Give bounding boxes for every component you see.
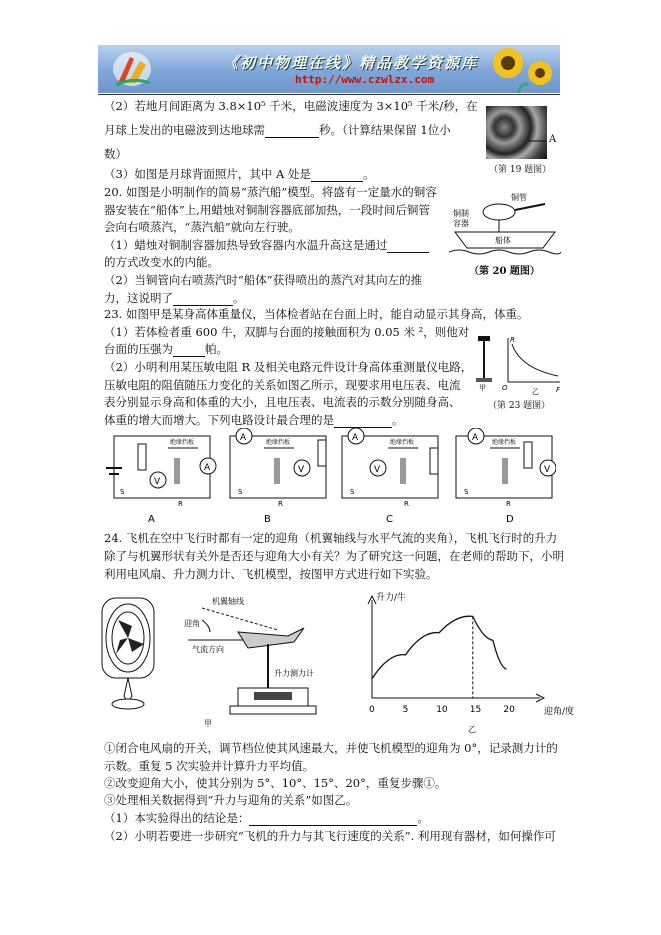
header-banner — [98, 45, 560, 93]
q23-line-2: （1）若体检者重 600 牛，双脚与台面的接触面积为 0.05 米 ²，则他对 — [104, 325, 470, 339]
svg-text:V: V — [154, 477, 161, 487]
circuit-a-board: 绝缘挡板 — [170, 439, 195, 446]
q19-line-3: 数） — [104, 147, 127, 161]
q20-line-7: 力，这说明了 。 — [104, 291, 245, 305]
step-3: ③处理相关数据得到“升力与迎角的关系”如图乙。 — [104, 793, 358, 807]
circuit-b — [230, 428, 326, 524]
svg-text:A: A — [240, 433, 247, 443]
q24-line-1: 24. 飞机在空中飞行时都有一定的迎角（机翼轴线与水平气流的夹角），飞机飞行时的升力 — [104, 531, 558, 545]
step-2: ②改变迎角大小，使其分别为 5°、10°、15°、20°，重复步骤①。 — [104, 776, 447, 790]
svg-text:S: S — [238, 488, 243, 496]
circuit-options — [98, 428, 556, 524]
fig24-apparatus — [98, 592, 340, 728]
y-axis-label: 升力/牛 — [376, 593, 407, 603]
x-tick-label: 20 — [503, 705, 515, 715]
x-tick-label: 15 — [469, 705, 482, 715]
circuit-c-label: C — [386, 514, 393, 524]
q20-line-4: （1）蜡烛对铜制容器加热导致容器内水温升高这是通过 — [104, 237, 429, 253]
fig24-yi: 乙 — [468, 725, 476, 734]
sunflower-icon — [478, 45, 560, 93]
fig20-container-label-1: 铜制 — [453, 209, 469, 218]
q19-line-4: （3）如图是月球背面照片，其中 A 处是 。 — [104, 167, 375, 181]
x-tick-label: 0 — [369, 705, 375, 715]
banner-url: http://www.czwlzx.com — [295, 73, 435, 86]
fig23-caption: （第 23 题图） — [488, 401, 551, 411]
fig20-caption: （第 20 题图） — [469, 266, 540, 277]
header-divider — [98, 94, 560, 95]
q23-line-5: 压敏电阻的阻值随压力变化的关系如图乙所示，现要求用电压表、电流 — [104, 378, 461, 392]
fig23-r: R — [510, 336, 515, 344]
q24-line-2: 除了与机翼形状有关外是否还与迎角大小有关？为了研究这一问题，在老师的帮助下，小明 — [104, 549, 564, 563]
svg-text:V: V — [374, 465, 381, 475]
circuit-d-label: D — [506, 514, 514, 524]
q20-line-5: 的方式改变水的内能。 — [104, 255, 219, 269]
q23-line-6: 表分别显示身高和体重的大小，且电压表、电流表的示数分别随身高、 — [104, 395, 461, 409]
logo-icon — [110, 49, 154, 89]
q19-line-2: 月球上发出的电磁波到达地球需 秒。（计算结果保留 1位小 — [104, 123, 451, 137]
svg-text:A: A — [352, 433, 359, 443]
svg-text:S: S — [350, 488, 355, 496]
fig23-f: F — [556, 386, 561, 394]
q24-line-3: 利用电风扇、升力测力计、飞机模型，按图甲方式进行如下实验。 — [104, 567, 438, 581]
circuit-b-label: B — [264, 514, 271, 524]
q20-line-2: 器安装在“船体”上,用蜡烛对铜制容器底部加热，一段时间后铜管 — [104, 203, 430, 217]
svg-text:S: S — [464, 488, 469, 496]
svg-text:R: R — [278, 500, 283, 508]
lift-curve — [372, 616, 506, 679]
steam-boat-figure — [449, 190, 561, 262]
x-tick-label: 5 — [402, 705, 409, 715]
answer-1: （1）本实验得出的结论是： 。 — [104, 811, 429, 825]
fig20-container-label-2: 容器 — [453, 219, 469, 228]
fig24-flow-label: 气流方向 — [192, 645, 224, 654]
fig20-tube-label: 铜管 — [511, 193, 527, 202]
q23-line-7: 体重的增大而增大。下列电路设计最合理的是 。 — [104, 413, 404, 427]
svg-text:R: R — [178, 500, 183, 508]
step-1-line-2: 示数。重复 5 次实验并计算升力平均值。 — [104, 759, 315, 773]
svg-text:S: S — [120, 488, 125, 496]
q20-line-6: （2）当铜管向右喷蒸汽时“船体”获得喷出的蒸汽对其向左的推 — [104, 273, 423, 287]
svg-text:V: V — [298, 465, 305, 475]
step-1-line-1: ①闭合电风扇的开关，调节档位使其风速最大，并使飞机模型的迎角为 0°，记录测力计的 — [104, 741, 558, 755]
fig23-yi: 乙 — [532, 388, 539, 396]
x-ticks — [369, 705, 515, 715]
fig24-angle-label: 迎角 — [184, 619, 200, 628]
fig23-o: O — [502, 384, 508, 392]
fig19-label-a: A — [549, 134, 557, 145]
q23-line-3: 台面的压强为 帕。 — [104, 342, 228, 356]
fig23-figure — [476, 330, 562, 402]
svg-text:A: A — [472, 433, 479, 443]
fig20-hull-label: 船体 — [495, 236, 511, 245]
circuit-d-board: 绝缘挡板 — [492, 439, 517, 446]
q20-line-1: 20. 如图是小明制作的简易“蒸汽船”模型。将盛有一定量水的铜容 — [104, 185, 437, 199]
svg-text:R: R — [506, 500, 511, 508]
q23-line-4: （2）小明利用某压敏电阻 R 及相关电路元件设计身高体重测量仪电路， — [104, 360, 473, 374]
circuit-d — [456, 428, 556, 524]
circuit-b-board: 绝缘挡板 — [266, 439, 291, 446]
circuit-c — [342, 428, 438, 524]
lift-vs-angle-chart — [350, 588, 586, 738]
fig19-caption: （第 19 题图） — [489, 165, 552, 175]
q19-line-1: （2）若地月间距离为 3.8×10⁵ 千米，电磁波速度为 3×10⁵ 千米/秒，在 — [104, 99, 478, 113]
x-tick-label: 10 — [436, 705, 448, 715]
x-axis-label: 迎角/度 — [544, 707, 575, 717]
q23-line-1: 23. 如图甲是某身高体重量仪，当体检者站在台面上时，能自动显示其身高，体重。 — [104, 307, 529, 321]
svg-text:V: V — [544, 465, 551, 475]
circuit-a — [106, 436, 216, 524]
answer-2: （2）小明若要进一步研究“飞机的升力与其飞行速度的关系”. 利用现有器材，如何操作可 — [104, 829, 556, 843]
fig24-jia: 甲 — [204, 719, 212, 728]
circuit-a-label: A — [148, 514, 155, 524]
banner-title: 《初中物理在线》精品教学资源库 — [223, 54, 479, 72]
moon-photo — [486, 106, 547, 159]
svg-text:A: A — [204, 463, 211, 473]
q20-line-3: 会向右喷蒸汽，“蒸汽船”就向左行驶。 — [104, 220, 300, 234]
fig23-jia: 甲 — [479, 384, 486, 392]
svg-text:R: R — [404, 500, 409, 508]
fig24-axis-label: 机翼轴线 — [212, 597, 244, 606]
circuit-c-board: 绝缘挡板 — [390, 439, 415, 446]
fig24-meter-label: 升力测力计 — [274, 669, 314, 678]
